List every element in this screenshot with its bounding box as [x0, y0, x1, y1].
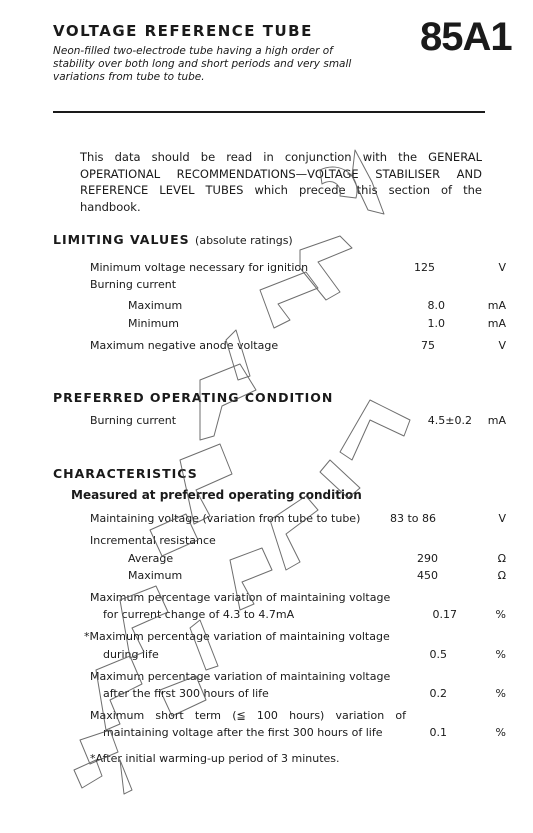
limiting-values-title: LIMITING VALUES [53, 232, 190, 247]
var2-line1: *Maximum percentage variation of maintaining voltage [84, 630, 390, 643]
max-burning-value: 8.0 [427, 299, 445, 312]
var2-unit: % [495, 648, 506, 661]
pref-burning-unit: mA [487, 414, 506, 427]
page-title: VOLTAGE REFERENCE TUBE [53, 22, 313, 40]
var3-unit: % [495, 687, 506, 700]
pref-burning-value: 4.5±0.2 [427, 414, 472, 427]
min-ignition-value: 125 [414, 261, 435, 274]
var1-line2: for current change of 4.3 to 4.7mA [103, 608, 295, 621]
avg-resistance-label: Average [128, 552, 174, 565]
var3-value: 0.2 [429, 687, 447, 700]
header-rule [53, 111, 485, 113]
characteristics-heading: CHARACTERISTICS [53, 466, 198, 481]
maintaining-voltage-label: Maintaining voltage (variation from tube to tube) [90, 512, 361, 525]
avg-resistance-value: 290 [417, 552, 438, 565]
min-burning-unit: mA [487, 317, 506, 330]
var4-line1: Maximum short term (≦ 100 hours) variation of [90, 709, 406, 722]
min-burning-value: 1.0 [427, 317, 445, 330]
var4-unit: % [495, 726, 506, 739]
var1-unit: % [495, 608, 506, 621]
burning-current-label: Burning current [90, 278, 177, 291]
characteristics-subheading: Measured at preferred operating condition [71, 488, 362, 502]
min-ignition-unit: V [498, 261, 506, 274]
var4-line2: maintaining voltage after the first 300 hours of life [103, 726, 383, 739]
max-burning-unit: mA [487, 299, 506, 312]
preferred-condition-heading: PREFERRED OPERATING CONDITION [53, 390, 334, 405]
max-resistance-value: 450 [417, 569, 438, 582]
max-resistance-label: Maximum [128, 569, 183, 582]
maintaining-voltage-unit: V [498, 512, 506, 525]
min-burning-label: Minimum [128, 317, 179, 330]
pref-burning-label: Burning current [90, 414, 177, 427]
var1-value: 0.17 [432, 608, 457, 621]
maintaining-voltage-value: 83 to 86 [389, 512, 436, 525]
max-burning-label: Maximum [128, 299, 183, 312]
neg-anode-label: Maximum negative anode voltage [90, 339, 279, 352]
var2-line2: during life [103, 648, 159, 661]
var1-line1: Maximum percentage variation of maintaining voltage [90, 591, 391, 604]
limiting-values-heading [53, 232, 293, 247]
limiting-values-note: (absolute ratings) [195, 234, 293, 247]
avg-resistance-unit: Ω [497, 552, 506, 565]
incremental-resistance-label: Incremental resistance [90, 534, 216, 547]
var3-line1: Maximum percentage variation of maintaining voltage [90, 670, 391, 683]
tube-description: Neon-filled two-electrode tube having a high order of stability over both long and short periods and very small variations from tube to tube. [53, 45, 352, 83]
neg-anode-unit: V [498, 339, 506, 352]
min-ignition-label: Minimum voltage necessary for ignition [90, 261, 309, 274]
neg-anode-value: 75 [421, 339, 435, 352]
type-number: 85A1 [420, 15, 512, 59]
var4-value: 0.1 [429, 726, 447, 739]
var3-line2: after the first 300 hours of life [103, 687, 269, 700]
max-resistance-unit: Ω [497, 569, 506, 582]
var2-value: 0.5 [429, 648, 447, 661]
intro-paragraph: This data should be read in conjunction with the GENERAL OPERATIONAL RECOMMENDATIONS—VOLTAGE STABILISER AND REFERENCE LEVEL TUBES which precede this section of the handbook. [80, 150, 482, 214]
footnote: *After initial warming-up period of 3 minutes. [90, 752, 340, 765]
